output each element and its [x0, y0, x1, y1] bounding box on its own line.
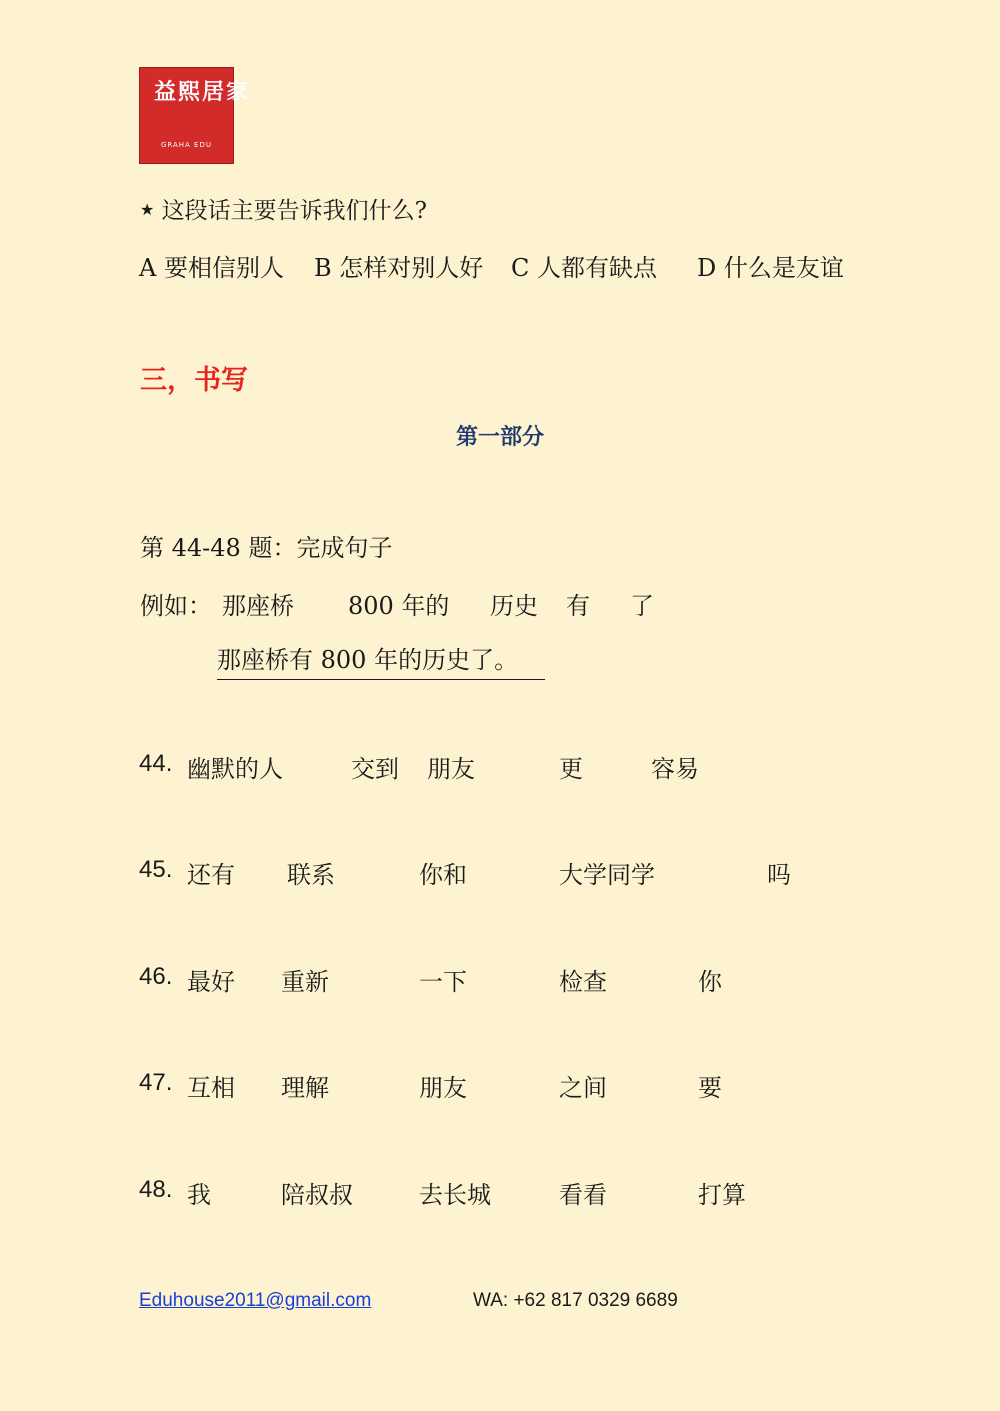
instruction: 第 44-48 题：完成句子 [140, 534, 393, 562]
email-link[interactable]: Eduhouse2011@gmail.com [139, 1290, 372, 1311]
item-48 [139, 1175, 172, 1204]
example-word: 了 [630, 592, 654, 620]
item-word: 我 [187, 1181, 211, 1209]
question-text: 这段话主要告诉我们什么? [161, 198, 427, 224]
item-word: 去长城 [419, 1181, 491, 1209]
option-b: B 怎样对别人好 [314, 254, 484, 282]
option-a: A 要相信别人 [139, 254, 284, 282]
star-icon: ★ [140, 200, 155, 219]
item-word: 之间 [559, 1074, 607, 1102]
item-word: 一下 [419, 968, 467, 996]
item-number: 47. [139, 1069, 173, 1096]
item-word: 你 [698, 968, 722, 996]
item-word: 联系 [287, 861, 335, 889]
logo-seal-icon: 益熙居家 [154, 80, 251, 105]
item-word: 幽默的人 [187, 755, 283, 783]
item-word: 朋友 [419, 1074, 467, 1102]
example-label: 例如： [140, 592, 212, 620]
item-word: 打算 [698, 1181, 746, 1209]
item-45 [139, 855, 172, 884]
item-word: 陪叔叔 [281, 1181, 353, 1209]
item-word: 吗 [767, 861, 791, 889]
item-46 [139, 962, 172, 991]
graha-edu-logo [139, 67, 251, 164]
item-word: 还有 [187, 861, 235, 889]
item-word: 交到 [351, 755, 399, 783]
item-word: 看看 [559, 1181, 607, 1209]
item-word: 互相 [187, 1074, 235, 1102]
part-title: 第一部分 [455, 424, 544, 450]
item-word: 大学同学 [559, 861, 655, 889]
example-word: 那座桥 [222, 592, 294, 620]
reading-question [140, 192, 427, 225]
item-word: 重新 [281, 968, 329, 996]
item-number: 45. [139, 856, 173, 883]
item-word: 最好 [187, 968, 235, 996]
option-d: D 什么是友谊 [697, 254, 844, 282]
whatsapp-contact: WA: +62 817 0329 6689 [473, 1290, 678, 1311]
section-title: 三，书写 [140, 365, 248, 396]
item-word: 理解 [281, 1074, 329, 1102]
logo-text: GRAHA EDU [160, 141, 212, 149]
item-44 [139, 749, 172, 778]
item-word: 检查 [559, 968, 607, 996]
item-word: 容易 [651, 755, 699, 783]
option-c: C 人都有缺点 [511, 254, 657, 282]
item-word: 更 [559, 755, 583, 783]
item-word: 你和 [419, 861, 467, 889]
item-47 [139, 1068, 172, 1097]
example-word: 有 [566, 592, 590, 620]
item-word: 朋友 [427, 755, 475, 783]
item-number: 44. [139, 750, 173, 777]
example-word: 800 年的 [348, 592, 450, 620]
item-number: 46. [139, 963, 173, 990]
item-word: 要 [698, 1074, 722, 1102]
example-word: 历史 [490, 592, 538, 620]
example-answer: 那座桥有 800 年的历史了。 [217, 640, 545, 680]
item-number: 48. [139, 1176, 173, 1203]
